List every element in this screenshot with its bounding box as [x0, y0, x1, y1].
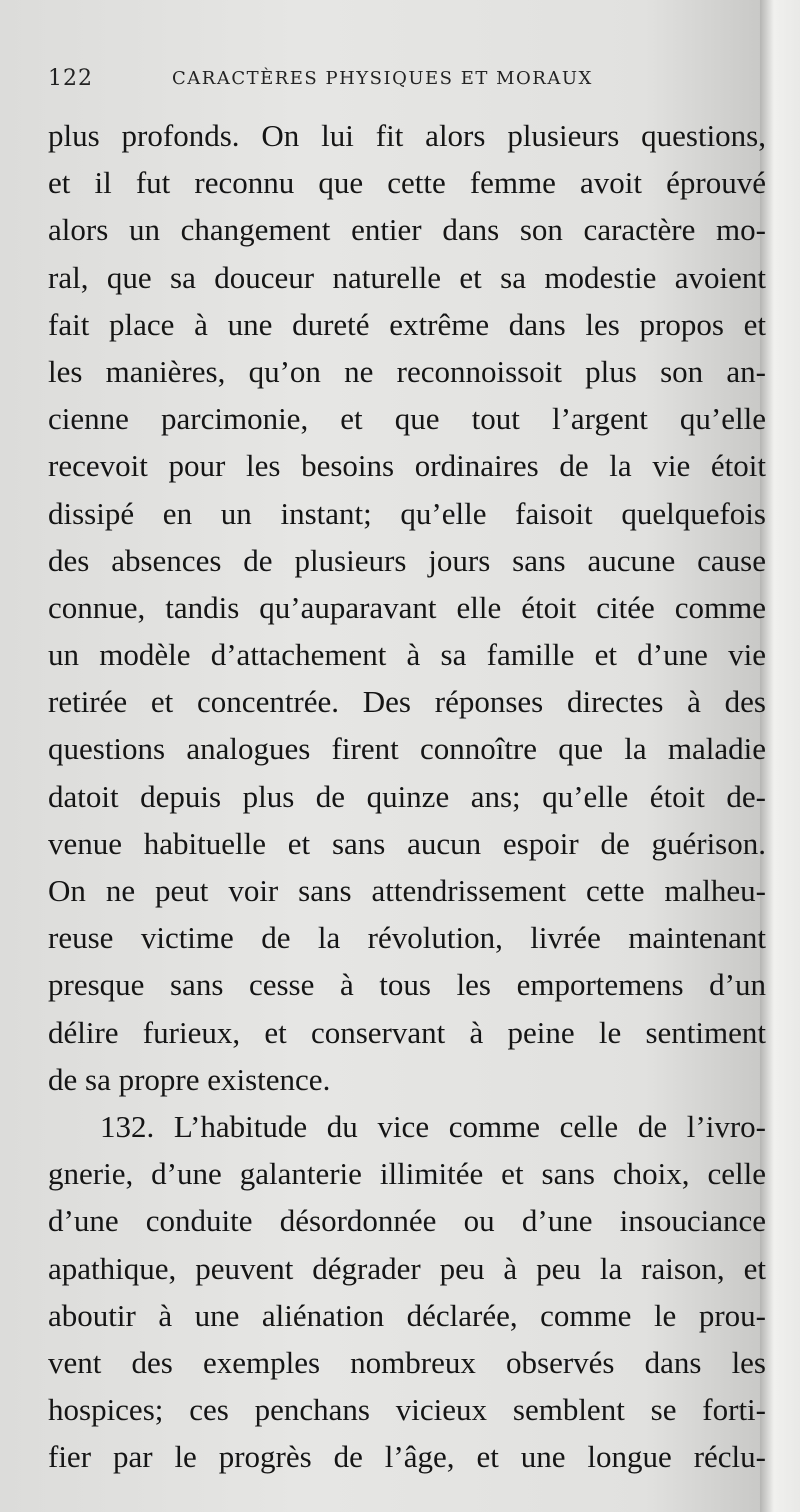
text-line: d’une conduite désordonnée ou d’une insouciance — [48, 1203, 766, 1239]
text-line: les manières, qu’on ne reconnoissoit plus son an- — [48, 353, 766, 389]
text-line: fier par le progrès de l’âge, et une longue réclu- — [48, 1439, 766, 1475]
text-line: questions analogues firent connoître que la maladie — [48, 731, 766, 767]
text-line: et il fut reconnu que cette femme avoit éprouvé — [48, 165, 766, 201]
text-line: reuse victime de la révolution, livrée maintenant — [48, 920, 766, 956]
text-line: datoit depuis plus de quinze ans; qu’elle étoit de- — [48, 778, 766, 814]
paragraph-end-line: de sa propre existence. — [48, 1061, 331, 1097]
text-line: fait place à une dureté extrême dans les propos et — [48, 306, 766, 342]
text-line: aboutir à une aliénation déclarée, comme le prou- — [48, 1297, 766, 1333]
text-line: vent des exemples nombreux observés dans les — [48, 1344, 766, 1380]
text-line: connue, tandis qu’auparavant elle étoit citée comme — [48, 589, 766, 625]
text-line: cienne parcimonie, et que tout l’argent qu’elle — [48, 401, 766, 437]
text-line: des absences de plusieurs jours sans aucune cause — [48, 542, 766, 578]
text-line: On ne peut voir sans attendrissement cette malheu- — [48, 873, 766, 908]
running-title: CARACTÈRES PHYSIQUES ET MORAUX — [172, 68, 593, 89]
running-head — [48, 66, 748, 102]
page-edge — [760, 0, 800, 1512]
text-line: plus profonds. On lui fit alors plusieurs questions, — [48, 118, 766, 153]
text-line: gnerie, d’une galanterie illimitée et sans choix, celle — [48, 1156, 766, 1192]
paragraph-start-line: 132. L’habitude du vice comme celle de l’ivro- — [100, 1108, 766, 1144]
text-line: venue habituelle et sans aucun espoir de guérison. — [48, 825, 766, 861]
text-line: dissipé en un instant; qu’elle faisoit quelquefois — [48, 495, 766, 531]
text-line: apathique, peuvent dégrader peu à peu la raison, et — [48, 1250, 766, 1286]
body-text — [48, 112, 766, 1480]
text-line: hospices; ces penchans vicieux semblent se forti- — [48, 1392, 766, 1428]
text-line: retirée et concentrée. Des réponses directes à des — [48, 684, 766, 720]
page-number: 122 — [48, 66, 93, 91]
text-line: délire furieux, et conservant à peine le sentiment — [48, 1014, 766, 1050]
text-line: presque sans cesse à tous les emportemens d’un — [48, 967, 766, 1003]
text-line: un modèle d’attachement à sa famille et d’une vie — [48, 637, 766, 673]
text-line: ral, que sa douceur naturelle et sa modestie avoient — [48, 259, 766, 295]
text-line: recevoit pour les besoins ordinaires de la vie étoit — [48, 448, 766, 484]
text-line: alors un changement entier dans son caractère mo- — [48, 212, 766, 248]
